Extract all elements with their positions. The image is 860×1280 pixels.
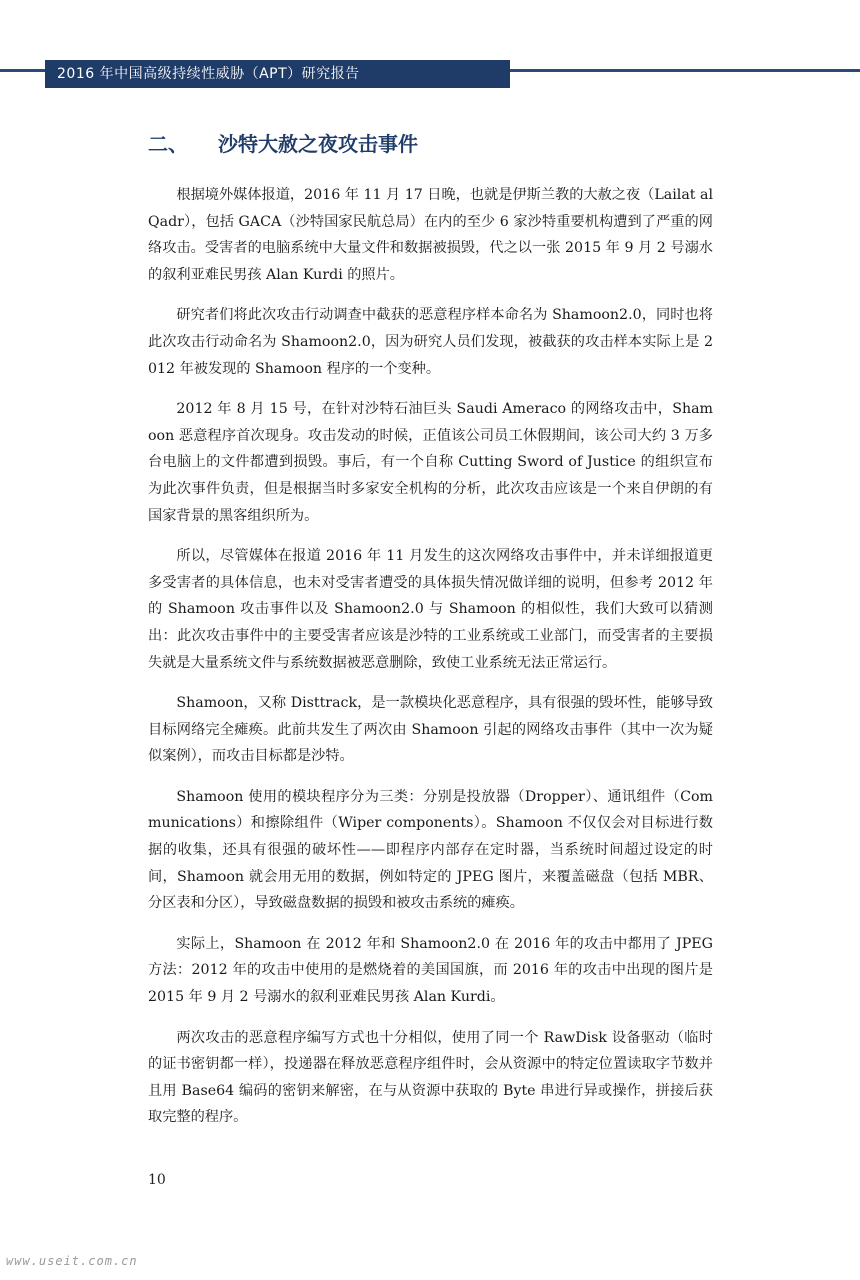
report-header-title: 2016 年中国高级持续性威胁（APT）研究报告 (45, 60, 510, 88)
body-text (148, 182, 713, 1145)
watermark-text: www.useit.com.cn (6, 1254, 138, 1268)
paragraph: Shamoon，又称 Disttrack，是一款模块化恶意程序，具有很强的毁坏性，能够导致目标网络完全瘫痪。此前共发生了两次由 Shamoon 引起的网络攻击事件（其中一次为疑似案例），而攻击目标都是沙特。 (148, 695, 713, 765)
section-heading (148, 128, 418, 157)
paragraph: 实际上，Shamoon 在 2012 年和 Shamoon2.0 在 2016 年的攻击中都用了 JPEG 方法：2012 年的攻击中使用的是燃烧着的美国国旗，而 2016 年的攻击中出现的图片是 2015 年 9 月 2 号溺水的叙利亚难民男孩 Alan Kurdi。 (148, 935, 713, 1006)
section-number: 二、 (148, 132, 188, 156)
paragraph: 所以，尽管媒体在报道 2016 年 11 月发生的这次网络攻击事件中，并未详细报道更多受害者的具体信息，也未对受害者遭受的具体损失情况做详细的说明，但参考 2012 年的 Shamoon 攻击事件以及 Shamoon2.0 与 Shamoon 的相似性，我们大致可以猜测出：此次攻击事件中的主要受害者应该是沙特的工业系统或工业部门，而受害者的主要损失就是大量系统文件与系统数据被恶意删除，致使工业系统无法正常运行。 (148, 548, 713, 671)
paragraph: Shamoon 使用的模块程序分为三类：分别是投放器（Dropper）、通讯组件（Communications）和擦除组件（Wiper components）。Shamoon 不仅仅会对目标进行数据的收集，还具有很强的破坏性——即程序内部存在定时器，当系统时间超过设定的时间，Shamoon 就会用无用的数据，例如特定的 JPEG 图片，来覆盖磁盘（包括 MBR、分区表和分区），导致磁盘数据的损毁和被攻击系统的瘫痪。 (148, 788, 713, 912)
page-number: 10 (148, 1172, 166, 1188)
paragraph: 根据境外媒体报道，2016 年 11 月 17 日晚，也就是伊斯兰教的大赦之夜（Lailat al Qadr），包括 GACA（沙特国家民航总局）在内的至少 6 家沙特重要机构遭到了严重的网络攻击。受害者的电脑系统中大量文件和数据被损毁，代之以一张 2015 年 9 月 2 号溺水的叙利亚难民男孩 Alan Kurdi 的照片。 (148, 187, 713, 283)
paragraph: 两次攻击的恶意程序编写方式也十分相似，使用了同一个 RawDisk 设备驱动（临时的证书密钥都一样），投递器在释放恶意程序组件时，会从资源中的特定位置读取字节数并且用 Base64 编码的密钥来解密，在与从资源中获取的 Byte 串进行异或操作，拼接后获取完整的程序。 (148, 1029, 713, 1126)
section-title: 沙特大赦之夜攻击事件 (218, 132, 418, 156)
paragraph: 研究者们将此次攻击行动调查中截获的恶意程序样本命名为 Shamoon2.0，同时也将此次攻击行动命名为 Shamoon2.0，因为研究人员们发现，被截获的攻击样本实际上是 2012 年被发现的 Shamoon 程序的一个变种。 (148, 307, 713, 377)
paragraph: 2012 年 8 月 15 号，在针对沙特石油巨头 Saudi Ameraco 的网络攻击中，Shamoon 恶意程序首次现身。攻击发动的时候，正值该公司员工休假期间，该公司大约 3 万多台电脑上的文件都遭到损毁。事后，有一个自称 Cutting Sword of Justice 的组织宣布为此次事件负责，但是根据当时多家安全机构的分析，此次攻击应该是一个来自伊朗的有国家背景的黑客组织所为。 (148, 401, 713, 524)
